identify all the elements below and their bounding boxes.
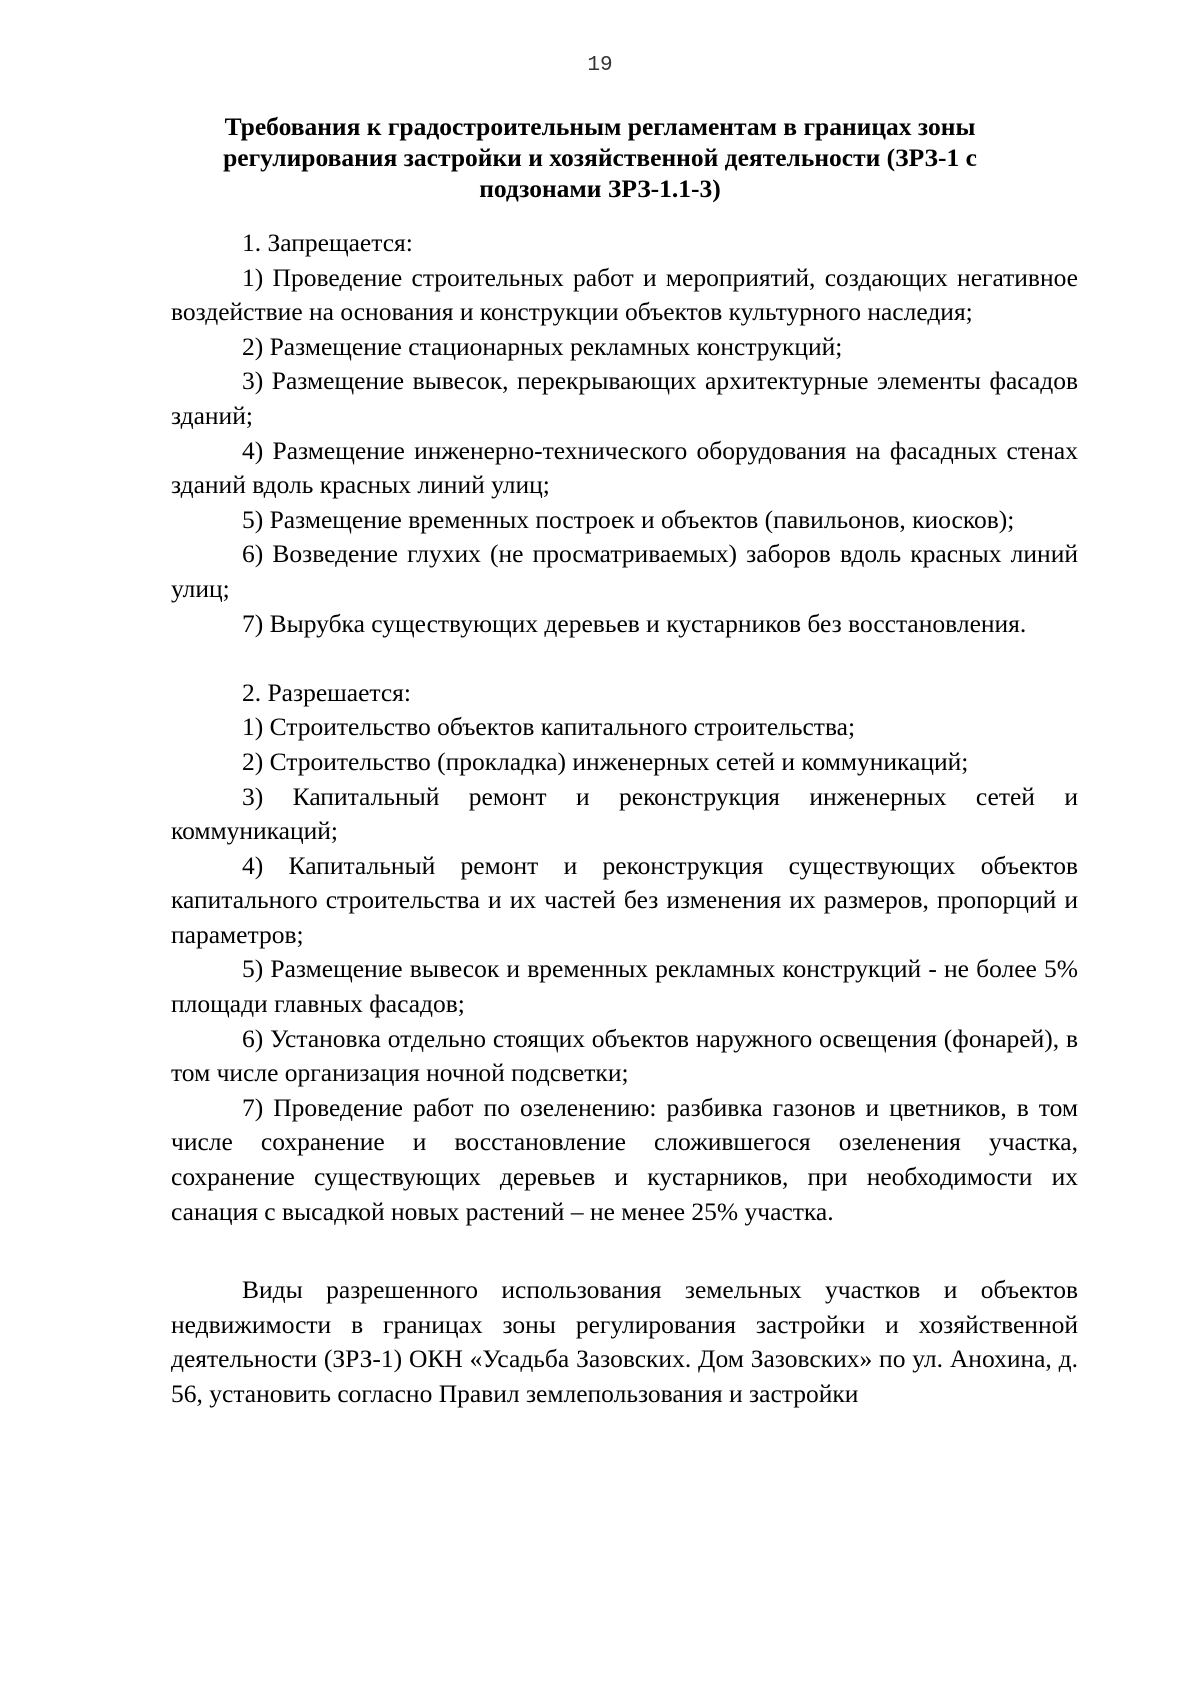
list-item: 6) Установка отдельно стоящих объектов наружного освещения (фонарей), в том числе организация ночной подсветки; xyxy=(171,1023,1078,1088)
list-item: 1) Строительство объектов капитального строительства; xyxy=(242,712,856,742)
page-number: 19 xyxy=(587,54,613,77)
section-heading-permitted: 2. Разрешается: xyxy=(242,677,411,707)
list-item: 4) Размещение инженерно-технического оборудования на фасадных стенах зданий вдоль красных линий улиц; xyxy=(171,435,1078,500)
closing-paragraph: Виды разрешенного использования земельных участков и объектов недвижимости в границах зоны регулирования застройки и хозяйственной деятельности (ЗРЗ-1) ОКН «Усадьба Зазовских. Дом Зазовских» по ул. Анохина, д. 56, установить согласно Правил землепользования и застройки xyxy=(171,1275,1078,1408)
list-item: 2) Размещение стационарных рекламных конструкций; xyxy=(242,331,843,361)
list-item: 2) Строительство (прокладка) инженерных сетей и коммуникаций; xyxy=(242,746,969,776)
title-line: регулирования застройки и хозяйственной деятельности (ЗРЗ-1 с xyxy=(223,143,977,172)
title-line: Требования к градостроительным регламентам в границах зоны xyxy=(224,112,976,141)
list-item: 5) Размещение временных построек и объектов (павильонов, киосков); xyxy=(242,504,1015,534)
list-item: 5) Размещение вывесок и временных рекламных конструкций - не более 5% площади главных фасадов; xyxy=(171,954,1078,1019)
list-item: 7) Проведение работ по озеленению: разбивка газонов и цветников, в том числе сохранение и восстановление сложившегося озеленения участка, сохранение существующих деревьев и кустарников, при необходимости их санация с высадкой новых растений – не менее 25% участка. xyxy=(171,1092,1078,1226)
list-item: 1) Проведение строительных работ и мероприятий, создающих негативное воздействие на основания и конструкции объектов культурного наследия; xyxy=(171,262,1078,327)
list-item: 4) Капитальный ремонт и реконструкция существующих объектов капитального строительства и их частей без изменения их размеров, пропорций и параметров; xyxy=(171,850,1078,949)
list-item: 3) Капитальный ремонт и реконструкция инженерных сетей и коммуникаций; xyxy=(171,781,1078,846)
section-heading-prohibited: 1. Запрещается: xyxy=(242,228,413,257)
list-item: 7) Вырубка существующих деревьев и кустарников без восстановления. xyxy=(242,608,1027,638)
title-line: подзонами ЗРЗ-1.1-3) xyxy=(479,174,721,203)
spacer xyxy=(171,641,1078,676)
document-body xyxy=(171,226,1078,1412)
list-item: 6) Возведение глухих (не просматриваемых) заборов вдоль красных линий улиц; xyxy=(171,539,1078,603)
page-title xyxy=(200,111,1000,204)
list-item: 3) Размещение вывесок, перекрывающих архитектурные элементы фасадов зданий; xyxy=(171,366,1078,430)
spacer xyxy=(171,1229,1078,1273)
